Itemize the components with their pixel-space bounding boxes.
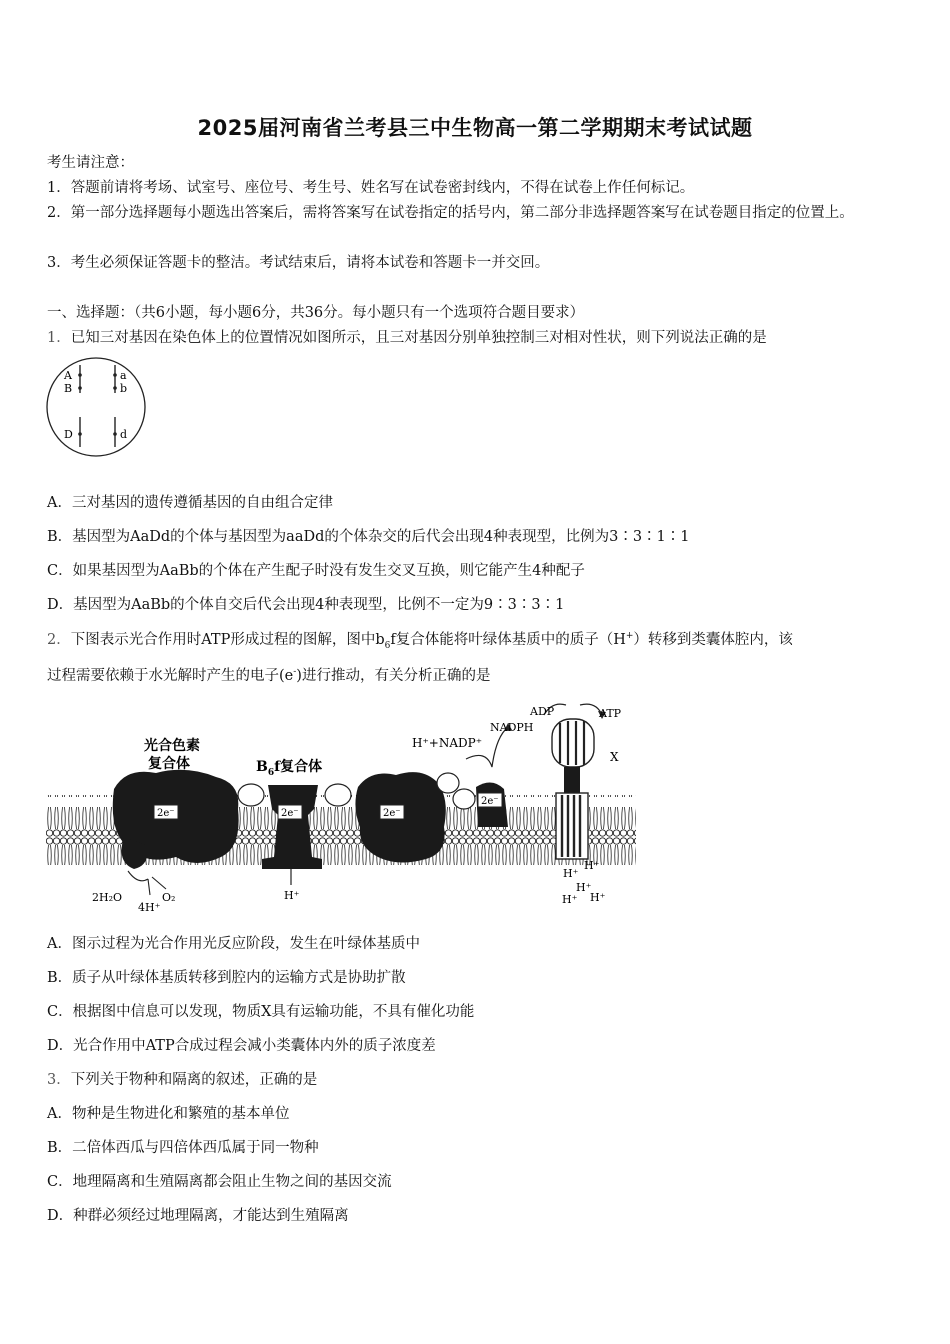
question-1-option-a: A．三对基因的遗传遵循基因的自由组合定律 <box>47 495 333 511</box>
question-3-option-a: A．物种是生物进化和繁殖的基本单位 <box>47 1106 290 1122</box>
carrier-1 <box>238 784 264 806</box>
page-title: 2025届河南省兰考县三中生物高一第二学期期末考试试题 <box>197 116 753 140</box>
question-2-option-c: C．根据图中信息可以发现，物质X具有运输功能，不具有催化功能 <box>47 1004 475 1020</box>
protons4-label: 4H⁺ <box>138 901 161 914</box>
atp-synthase-stalk <box>564 767 580 793</box>
notice-item-3: 3．考生必须保证答题卡的整洁。考试结束后，请将本试卷和答题卡一并交回。 <box>47 255 550 271</box>
question-2-stem-line-2 <box>47 663 907 689</box>
water-arrow <box>128 871 148 881</box>
gene-label-B: B <box>64 382 73 395</box>
proton-cluster-1: H⁺ <box>584 859 600 872</box>
pigment-label-2: 复合体 <box>148 756 190 772</box>
question-3-option-c: C．地理隔离和生殖隔离都会阻止生物之间的基因交流 <box>47 1174 392 1190</box>
atp-synthase-head <box>552 719 594 767</box>
question-2-text-c: ）转移到类囊体腔内，该 <box>633 632 793 648</box>
question-3-option-b: B．二倍体西瓜与四倍体西瓜属于同一物种 <box>47 1140 319 1156</box>
notice-heading: 考生请注意： <box>47 155 134 171</box>
question-2-sup-2: - <box>293 667 297 678</box>
locus-B <box>78 386 82 390</box>
proton-cluster-3: H⁺ <box>576 881 592 894</box>
question-3-stem <box>47 1067 907 1093</box>
question-1-option-b: B．基因型为AaDd的个体与基因型为aaDd的个体杂交的后代会出现4种表现型，比例为3∶3∶1∶1 <box>47 529 690 545</box>
proton-label-b6f: H⁺ <box>284 889 300 902</box>
atp-label: ATP <box>599 707 622 720</box>
question-1-option-d: D．基因型为AaBb的个体自交后代会出现4种表现型，比例不一定为9∶3∶3∶1 <box>47 597 565 613</box>
proton-cluster-2: H⁺ <box>563 867 579 880</box>
locus-a <box>113 373 117 377</box>
question-2-number: 2． <box>47 632 71 648</box>
chromosome-figure <box>44 357 150 457</box>
oxygen-label: O₂ <box>162 891 176 904</box>
proton-cluster-5: H⁺ <box>590 891 606 904</box>
question-1-option-c: C．如果基因型为AaBb的个体在产生配子时没有发生交叉互换，则它能产生4种配子 <box>47 563 585 579</box>
b6f-label: $B_6f$复合体 <box>256 759 323 778</box>
question-2-text-e: )进行推动，有关分析正确的是 <box>296 668 491 684</box>
question-2-text-d: 过程需要依赖于水光解时产生的电子(e <box>47 668 294 684</box>
section-heading: 一、选择题：（共6小题，每小题6分，共36分。每小题只有一个选项符合题目要求） <box>47 305 585 321</box>
question-2-sub: 6 <box>384 640 391 651</box>
question-2-option-a: A．图示过程为光合作用光反应阶段，发生在叶绿体基质中 <box>47 936 420 952</box>
electron-label-3: 2e⁻ <box>383 808 401 819</box>
cell-outline <box>47 358 145 456</box>
question-2-option-d: D．光合作用中ATP合成过程会减小类囊体内外的质子浓度差 <box>47 1038 436 1054</box>
gene-label-D: D <box>64 428 73 441</box>
question-2-text-b: f复合体能将叶绿体基质中的质子（H <box>390 632 626 648</box>
gene-label-d: d <box>120 428 128 441</box>
locus-d <box>113 432 117 436</box>
question-3-number: 3． <box>47 1072 71 1088</box>
adp-label: ADP <box>530 705 555 718</box>
carrier-3 <box>437 773 459 793</box>
pigment-label-1: 光合色素 <box>144 738 200 754</box>
question-2-text-a: 下图表示光合作用时ATP形成过程的图解，图中b <box>70 632 385 648</box>
electron-label-1: 2e⁻ <box>157 808 175 819</box>
locus-b <box>113 386 117 390</box>
question-2-option-b: B．质子从叶绿体基质转移到腔内的运输方式是协助扩散 <box>47 970 406 986</box>
question-3-text: 下列关于物种和隔离的叙述，正确的是 <box>70 1072 318 1088</box>
locus-A <box>78 373 82 377</box>
water-label: 2H₂O <box>92 891 123 904</box>
nadp-label: H⁺+NADP⁺ <box>412 736 483 750</box>
question-1-number: 1． <box>47 330 71 346</box>
question-1-stem <box>47 325 907 351</box>
gene-label-b: b <box>120 382 128 395</box>
electron-label-2: 2e⁻ <box>281 808 299 819</box>
electron-label-4: 2e⁻ <box>481 796 499 807</box>
carrier-2 <box>325 784 351 806</box>
notice-item-2: 2．第一部分选择题每小题选出答案后，需将答案写在试卷指定的括号内，第二部分非选择题答案写在试卷题目指定的位置上。 <box>47 205 854 221</box>
locus-D <box>78 432 82 436</box>
question-2-stem-line-1 <box>47 627 907 653</box>
photosynthesis-diagram <box>46 697 642 915</box>
question-1-text: 已知三对基因在染色体上的位置情况如图所示，且三对基因分别单独控制三对相对性状，则下列说法正确的是 <box>70 330 767 346</box>
question-2-sup: + <box>625 631 634 642</box>
gene-label-A: A <box>64 369 72 382</box>
proton-cluster-4: H⁺ <box>562 893 578 906</box>
x-label: X <box>610 750 619 764</box>
question-3-option-d: D．种群必须经过地理隔离，才能达到生殖隔离 <box>47 1208 349 1224</box>
nadph-label: NADPH <box>490 721 534 734</box>
notice-item-1: 1．答题前请将考场、试室号、座位号、考生号、姓名写在试卷密封线内，不得在试卷上作任何标记。 <box>47 180 695 196</box>
carrier-4 <box>453 789 475 809</box>
gene-label-a: a <box>120 369 127 382</box>
